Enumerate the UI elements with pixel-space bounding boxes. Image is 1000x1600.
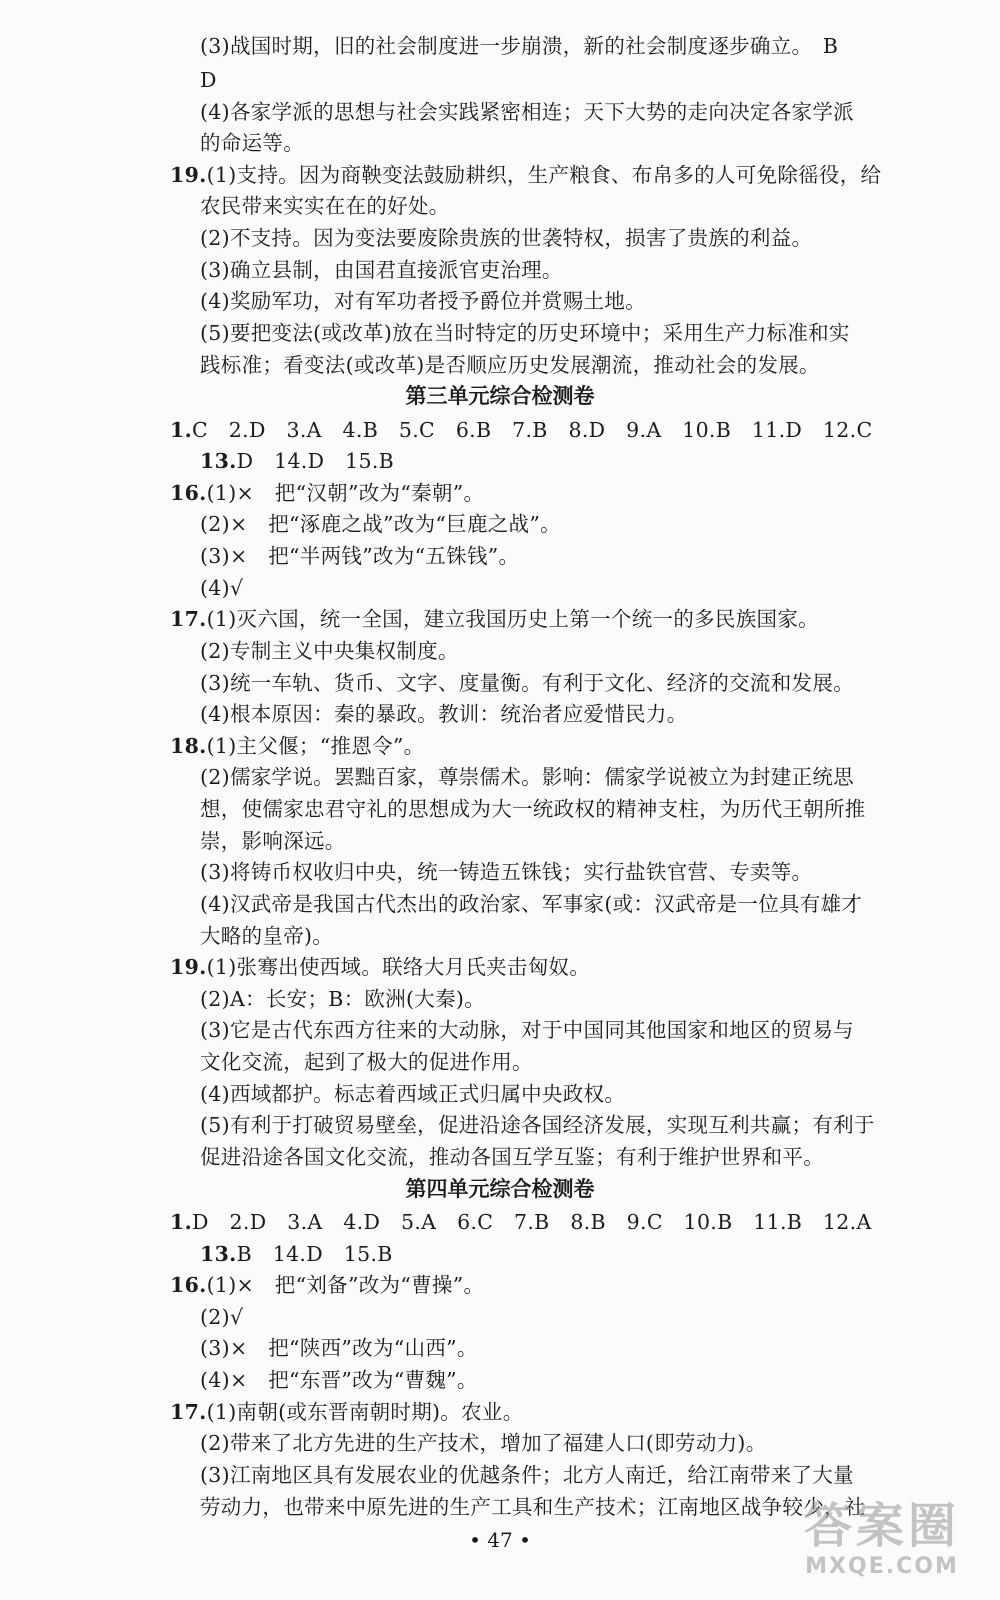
question-number: 16. <box>170 1273 207 1298</box>
answer-line <box>200 1236 393 1272</box>
answer-text: (3)× 把“半两钱”改为“五铢钱”。 <box>200 544 520 569</box>
answer-text: 的命运等。 <box>200 131 304 156</box>
answer-text: 践标准；看变法(或改革)是否顺应历史发展潮流，推动社会的发展。 <box>200 352 820 377</box>
answer-text: (1)灭六国，统一全国，建立我国历史上第一个统一的多民族国家。 <box>206 607 819 632</box>
answer-text: (4)西域都护。标志着西域正式归属中央政权。 <box>200 1081 626 1106</box>
answer-line <box>200 1044 533 1080</box>
answer-text: (1)南朝(或东晋南朝时期)。农业。 <box>206 1399 524 1424</box>
question-number: 18. <box>170 733 207 758</box>
answer-line <box>200 315 850 351</box>
answer-line <box>170 1267 484 1303</box>
answer-text: 想，使儒家忠君守礼的思想成为大一统政权的精神支柱，为历代王朝所推 <box>200 797 866 822</box>
answer-line <box>200 347 820 383</box>
answer-text: (2)A：长安；B：欧洲(大秦)。 <box>200 986 486 1011</box>
answer-text: 崇，影响深远。 <box>200 828 346 853</box>
answer-line <box>200 633 459 669</box>
question-number: 13. <box>200 449 237 474</box>
page-number: • 47 • <box>469 1527 531 1552</box>
answer-line <box>200 791 866 827</box>
answer-line <box>200 62 217 98</box>
answer-text: (1)主父偃；“推恩令”。 <box>206 733 425 758</box>
answer-text: (3)它是古代东西方往来的大动脉，对于中国同其他国家和地区的贸易与 <box>200 1018 854 1043</box>
answer-line <box>200 94 854 130</box>
answer-line <box>200 125 304 161</box>
answer-line <box>200 1330 478 1366</box>
answer-line <box>200 283 646 319</box>
answer-text: (4)√ <box>200 575 244 600</box>
answer-text: D 2.D 3.A 4.D 5.A 6.C 7.B 8.B 9.C 10.B 11.B 12.A <box>192 1209 872 1234</box>
answer-text: (3)战国时期，旧的社会制度进一步崩溃，新的社会制度逐步确立。 B <box>200 34 839 59</box>
answer-line <box>200 1139 824 1175</box>
answer-line <box>200 443 394 479</box>
question-number: 1. <box>170 1209 193 1234</box>
answer-text: (4)各家学派的思想与社会实践紧密相连；天下大势的走向决定各家学派 <box>200 99 854 124</box>
question-number: 17. <box>170 607 207 632</box>
answer-text: (3)确立县制，由国君直接派官吏治理。 <box>200 257 563 282</box>
answer-line <box>200 854 812 890</box>
answer-line <box>200 1076 625 1112</box>
answer-text: (4)根本原因：秦的暴政。教训：统治者应爱惜民力。 <box>200 702 688 727</box>
answer-line <box>200 220 812 256</box>
answer-line <box>200 1107 875 1143</box>
answer-text: (2)儒家学说。罢黜百家，尊崇儒术。影响：儒家学说被立为封建正统思 <box>200 765 854 790</box>
answer-text: B 14.D 15.B <box>236 1241 393 1266</box>
answer-text: (4)× 把“东晋”改为“曹魏”。 <box>200 1368 478 1393</box>
question-number: 16. <box>170 480 207 505</box>
answer-line <box>200 1457 854 1493</box>
answer-text: (4)奖励军功，对有军功者授予爵位并赏赐土地。 <box>200 289 646 314</box>
section-title: 第三单元综合检测卷 <box>405 383 595 409</box>
answer-text: 大略的皇帝)。 <box>200 923 334 948</box>
answer-line <box>200 252 563 288</box>
watermark-text: 答案圈 <box>803 1498 960 1554</box>
answer-text: 农民带来实实在在的好处。 <box>200 194 450 219</box>
answer-line <box>200 570 243 606</box>
answer-text: (2)专制主义中央集权制度。 <box>200 638 459 663</box>
answer-text: (1)× 把“刘备”改为“曹操”。 <box>206 1273 485 1298</box>
answer-line <box>200 886 862 922</box>
answer-text: (2)不支持。因为变法要废除贵族的世袭特权，损害了贵族的利益。 <box>200 226 813 251</box>
answer-text: (2)× 把“涿鹿之战”改为“巨鹿之战”。 <box>200 512 561 537</box>
answer-line <box>200 696 688 732</box>
question-number: 1. <box>170 417 193 442</box>
answer-line <box>200 981 485 1017</box>
answer-text: 文化交流，起到了极大的促进作用。 <box>200 1050 533 1075</box>
answer-line <box>200 188 450 224</box>
answer-line <box>170 601 819 637</box>
answer-text: (4)汉武帝是我国古代杰出的政治家、军事家(或：汉武帝是一位具有雄才 <box>200 891 863 916</box>
answer-line <box>170 157 881 193</box>
answer-line <box>170 412 872 448</box>
answer-text: (3)江南地区具有发展农业的优越条件；北方人南迁，给江南带来了大量 <box>200 1462 854 1487</box>
question-number: 13. <box>200 1241 237 1266</box>
answer-line <box>170 475 484 511</box>
answer-text: (1)× 把“汉朝”改为“秦朝”。 <box>206 480 485 505</box>
answer-text: D <box>200 67 217 92</box>
answer-line <box>200 823 346 859</box>
watermark-domain: MXQE.COM <box>805 1554 959 1579</box>
answer-line <box>200 1362 478 1398</box>
answer-line <box>170 1204 872 1240</box>
answer-line <box>170 1394 524 1430</box>
answer-line <box>200 1299 243 1335</box>
answer-line <box>200 506 561 542</box>
answer-text: (5)要把变法(或改革)放在当时特定的历史环境中；采用生产力标准和实 <box>200 320 850 345</box>
answer-text: (3)将铸币权收归中央，统一铸造五铢钱；实行盐铁官营、专卖等。 <box>200 860 813 885</box>
answer-line <box>200 665 854 701</box>
question-number: 17. <box>170 1399 207 1424</box>
section-title: 第四单元综合检测卷 <box>405 1175 595 1201</box>
answer-line <box>200 1425 767 1461</box>
answer-text: 促进沿途各国文化交流，推动各国互学互鉴；有利于维护世界和平。 <box>200 1144 824 1169</box>
answer-line <box>170 728 424 764</box>
answer-text: (3)× 把“陕西”改为“山西”。 <box>200 1336 478 1361</box>
question-number: 19. <box>170 162 207 187</box>
answer-text: C 2.D 3.A 4.B 5.C 6.B 7.B 8.D 9.A 10.B 11.D 12.C <box>192 417 873 442</box>
answer-text: (2)带来了北方先进的生产技术，增加了福建人口(即劳动力)。 <box>200 1431 767 1456</box>
answer-line <box>200 918 333 954</box>
answer-text: (5)有利于打破贸易壁垒，促进沿途各国经济发展，实现互利共赢；有利于 <box>200 1113 875 1138</box>
answer-text: (1)张骞出使西域。联络大月氏夹击匈奴。 <box>206 955 591 980</box>
answer-line <box>200 1012 854 1048</box>
answer-line <box>200 759 854 795</box>
answer-text: (3)统一车轨、货币、文字、度量衡。有利于文化、经济的交流和发展。 <box>200 670 854 695</box>
answer-line <box>200 28 838 64</box>
answer-text: (1)支持。因为商鞅变法鼓励耕织，生产粮食、布帛多的人可免除徭役，给 <box>206 162 882 187</box>
answer-line <box>200 538 519 574</box>
answer-text: (2)√ <box>200 1304 244 1329</box>
last-visible-line: 劳动力，也带来中原先进的生产工具和生产技术；江南地区战争较少，社 <box>200 1494 866 1519</box>
watermark-logo <box>782 1498 982 1588</box>
answer-text: D 14.D 15.B <box>236 449 395 474</box>
question-number: 19. <box>170 955 207 980</box>
answer-line <box>170 949 590 985</box>
